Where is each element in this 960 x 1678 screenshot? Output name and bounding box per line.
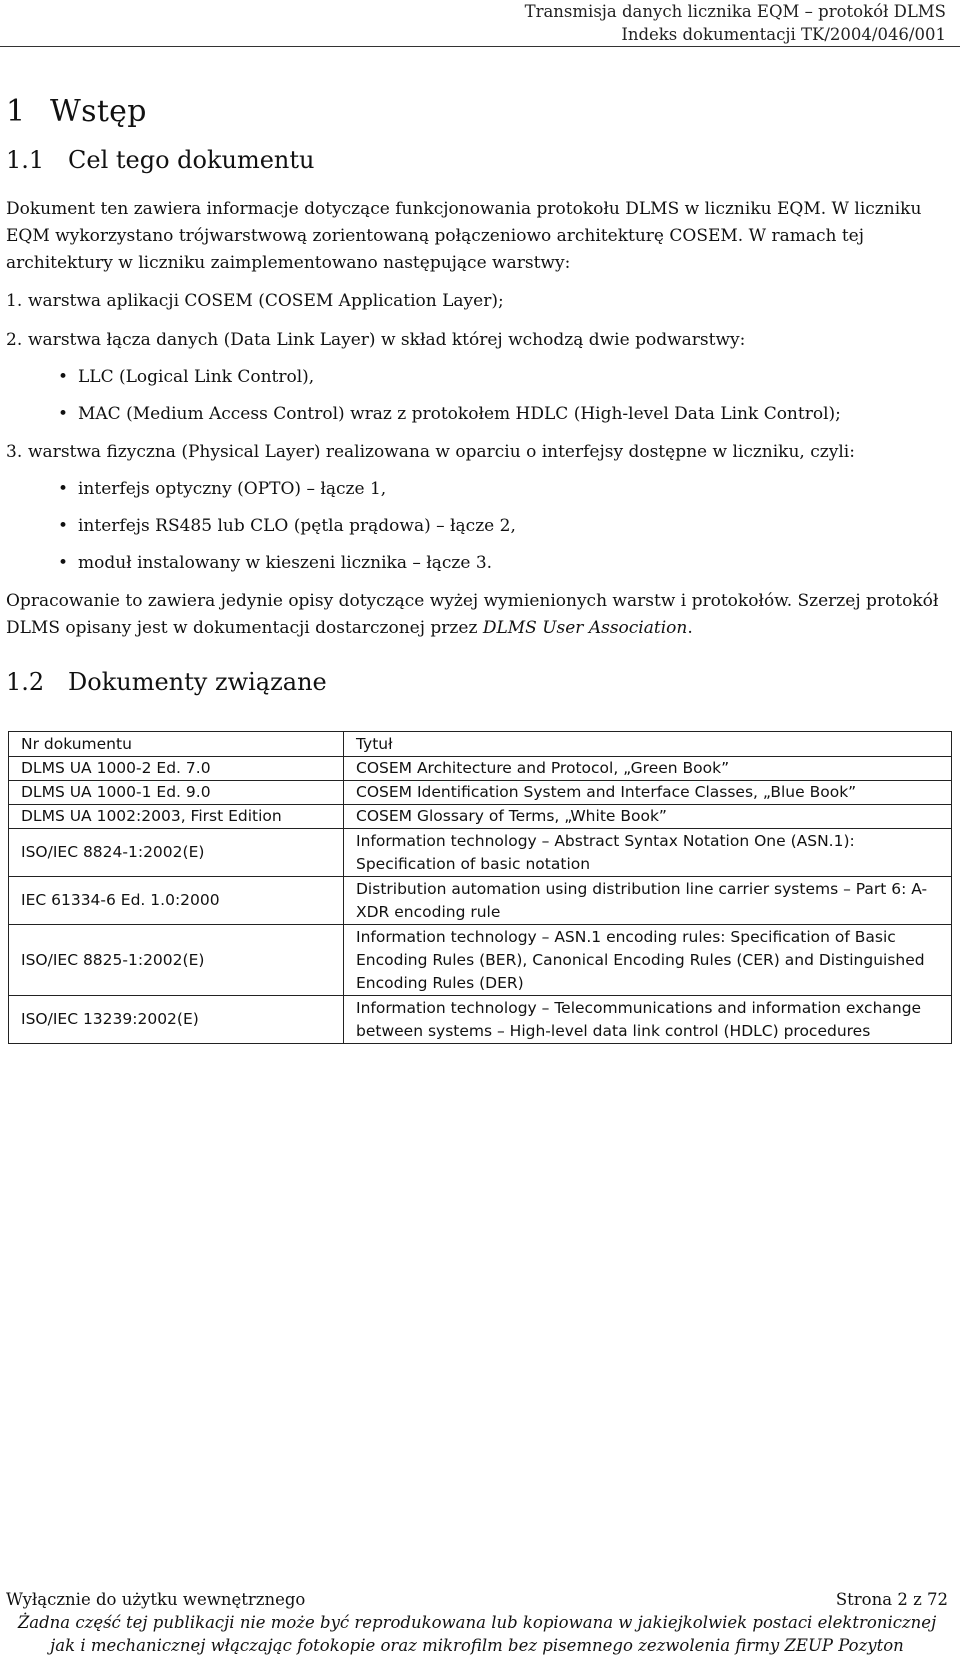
table-row [9,925,952,996]
layer-list-continued [6,439,950,466]
table-row [9,757,952,781]
column-header-title: Tytuł [344,732,952,757]
list-item [6,513,950,540]
table-row [9,877,952,925]
running-header [525,0,946,46]
list-item [6,288,950,315]
table-header-row [9,732,952,757]
table-row [9,829,952,877]
doc-number-cell: ISO/IEC 13239:2002(E) [9,996,344,1044]
page-footer [6,1588,948,1657]
table-row [9,805,952,829]
doc-title-cell: Information technology – Abstract Syntax Notation One (ASN.1): Specification of basic notation [344,829,952,877]
list-item-text: interfejs optyczny (OPTO) – łącze 1, [78,479,387,499]
subsection-number: 1.2 [6,668,45,696]
list-item-text: warstwa fizyczna (Physical Layer) realizowana w oparciu o interfejsy dostępne w liczniku, czyli: [28,442,855,462]
intro-paragraph: Dokument ten zawiera informacje dotyczące funkcjonowania protokołu DLMS w liczniku EQM. W liczniku EQM wykorzystano trójwarstwową zorientowaną połączeniowo architekturę COSEM. W ramach tej architektury w liczniku zaimplementowano następujące warstwy: [6,199,922,273]
section-number: 1 [6,94,26,129]
doc-number-cell: ISO/IEC 8825-1:2002(E) [9,925,344,996]
related-documents-table [8,731,952,1044]
list-item [6,327,950,354]
footer-usage-note: Wyłącznie do użytku wewnętrznego [6,1590,306,1609]
doc-number-cell: DLMS UA 1002:2003, First Edition [9,805,344,829]
subsection-title: Dokumenty związane [68,668,327,696]
list-item [6,401,950,428]
doc-title-cell: Information technology – Telecommunications and information exchange between systems – High-level data link control (HDLC) procedures [344,996,952,1044]
table-row [9,781,952,805]
footer-row [6,1588,948,1611]
list-item-text: warstwa aplikacji COSEM (COSEM Application Layer); [28,291,504,311]
subsection-number: 1.1 [6,146,45,174]
doc-title-cell: Distribution automation using distribution line carrier systems – Part 6: A-XDR encoding rule [344,877,952,925]
doc-number-cell: DLMS UA 1000-2 Ed. 7.0 [9,757,344,781]
list-item [6,550,950,577]
copyright-notice-line-1: Żadna część tej publikacji nie może być reprodukowana lub kopiowana w jakiejkolwiek postaci elektronicznej [17,1613,937,1632]
header-doc-index: Indeks dokumentacji TK/2004/046/001 [621,25,946,44]
subsection-heading-1-2 [6,664,950,700]
bullet-icon: • [58,367,69,387]
list-item-text: moduł instalowany w kieszeni licznika – łącze 3. [78,553,493,573]
page-number: Strona 2 z 72 [835,1590,948,1609]
copyright-notice-line-2: jak i mechanicznej włączając fotokopie oraz mikrofilm bez pisemnego zezwolenia firmy ZEUP Pozyton [50,1636,904,1655]
list-marker: 2. [6,330,23,350]
doc-title-cell: COSEM Glossary of Terms, „White Book” [344,805,952,829]
list-marker: 3. [6,442,23,462]
section-heading-1 [6,86,950,138]
list-item-text: warstwa łącza danych (Data Link Layer) w skład której wchodzą dwie podwarstwy: [28,330,746,350]
column-header-doc-number: Nr dokumentu [9,732,344,757]
bullet-icon: • [58,516,69,536]
doc-title-cell: COSEM Identification System and Interface Classes, „Blue Book” [344,781,952,805]
doc-number-cell: ISO/IEC 8824-1:2002(E) [9,829,344,877]
layer-list [6,288,950,354]
list-item-text: MAC (Medium Access Control) wraz z protokołem HDLC (High-level Data Link Control); [78,404,841,424]
list-marker: 1. [6,291,23,311]
bullet-icon: • [58,404,69,424]
closing-emphasis: DLMS User Association [482,618,688,638]
doc-number-cell: DLMS UA 1000-1 Ed. 9.0 [9,781,344,805]
list-item [6,439,950,466]
closing-end: . [687,618,693,638]
closing-text: Opracowanie to zawiera jedynie opisy dotyczące wyżej wymienionych warstw i protokołów. Szerzej protokół DLMS opisany jest w dokumentacji dostarczonej przez [6,591,939,638]
bullet-icon: • [58,479,69,499]
table-row [9,996,952,1044]
header-rule [0,46,960,47]
subsection-title: Cel tego dokumentu [68,146,315,174]
header-title: Transmisja danych licznika EQM – protokół DLMS [524,2,946,21]
list-item-text: LLC (Logical Link Control), [78,367,315,387]
page-body [6,86,950,700]
sublayer-list [6,364,950,428]
doc-title-cell: Information technology – ASN.1 encoding rules: Specification of Basic Encoding Rules (BER), Canonical Encoding Rules (CER) and Distinguished Encoding Rules (DER) [344,925,952,996]
doc-number-cell: IEC 61334-6 Ed. 1.0:2000 [9,877,344,925]
bullet-icon: • [58,553,69,573]
list-item [6,364,950,391]
doc-title-cell: COSEM Architecture and Protocol, „Green Book” [344,757,952,781]
list-item-text: interfejs RS485 lub CLO (pętla prądowa) – łącze 2, [78,516,516,536]
section-title: Wstęp [50,94,147,129]
subsection-heading-1-1 [6,142,950,178]
list-item [6,476,950,503]
interface-list [6,476,950,577]
closing-paragraph [6,588,950,642]
